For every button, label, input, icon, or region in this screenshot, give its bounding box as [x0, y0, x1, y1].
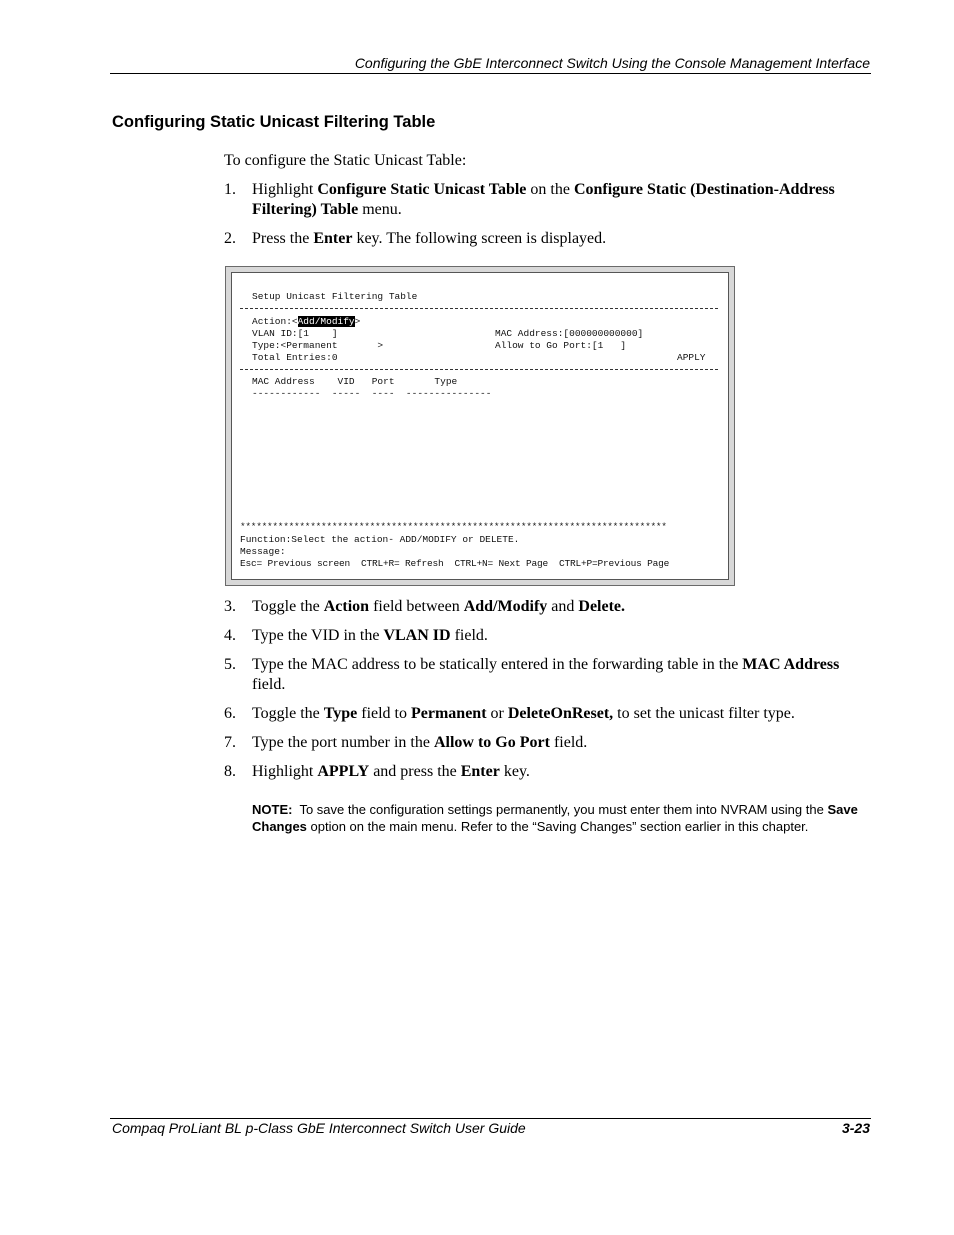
step-text: Type the MAC address to be statically entered in the forwarding table in the [252, 656, 743, 673]
step-text: and [547, 598, 579, 615]
step-4 [224, 626, 854, 646]
note-label: NOTE: [252, 802, 293, 817]
step-text: Toggle the [252, 598, 324, 615]
section-title: Configuring Static Unicast Filtering Table [112, 113, 436, 131]
table-header: MAC Address VID Port Type [252, 376, 458, 387]
step-text: Toggle the [252, 705, 324, 722]
total-entries: Total Entries:0 [252, 352, 338, 363]
running-header: Configuring the GbE Interconnect Switch Using the Console Management Interface [354, 55, 870, 71]
step-5 [224, 655, 854, 695]
step-number: 4. [224, 627, 236, 644]
step-text: or [486, 705, 508, 722]
apply-button[interactable]: APPLY [677, 352, 706, 363]
step-bold: DeleteOnReset, [507, 705, 614, 722]
step-number: 6. [224, 705, 236, 722]
step-bold: Allow to Go Port [433, 734, 550, 751]
step-text: menu. [358, 201, 402, 218]
step-text: Highlight [252, 763, 318, 780]
type-field[interactable]: Type:<Permanent > [252, 340, 384, 351]
vlan-id-field[interactable]: VLAN ID:[1 ] [252, 328, 338, 339]
star-divider: ******************************************************************************* [240, 521, 667, 532]
step-number: 3. [224, 598, 236, 615]
action-value[interactable]: Add/Modify [297, 316, 355, 327]
footer-rule [110, 1118, 871, 1119]
action-close: > [354, 316, 361, 327]
step-text: Press the [252, 230, 314, 247]
allow-port-field[interactable]: Allow to Go Port:[1 ] [495, 340, 627, 351]
message-line: Message: [240, 546, 286, 557]
step-number: 1. [224, 181, 236, 198]
step-text: Type the VID in the [252, 627, 384, 644]
step-8 [224, 762, 854, 782]
step-text: and press the [369, 763, 461, 780]
step-bold: VLAN ID [383, 627, 451, 644]
step-bold: APPLY [317, 763, 370, 780]
note-text-end: option on the main menu. Refer to the “Saving Changes” section earlier in this chapter. [306, 819, 809, 834]
step-text: Highlight [252, 181, 318, 198]
step-bold: Add/Modify [463, 598, 548, 615]
step-3 [224, 597, 854, 617]
action-field[interactable] [252, 316, 360, 328]
note-box [252, 801, 867, 835]
mac-address-field[interactable]: MAC Address:[000000000000] [495, 328, 644, 339]
terminal-title: Setup Unicast Filtering Table [252, 291, 418, 302]
step-number: 7. [224, 734, 236, 751]
step-bold: Permanent [411, 705, 487, 722]
step-bold: Configure Static Unicast Table [317, 181, 527, 198]
step-text: field between [369, 598, 464, 615]
step-text: field to [357, 705, 411, 722]
step-text: field. [252, 676, 286, 693]
note-bold: Save Changes [252, 802, 858, 834]
footer-guide-title: Compaq ProLiant BL p-Class GbE Interconnect Switch User Guide [112, 1120, 526, 1136]
step-bold: Enter [313, 230, 353, 247]
key-help-line: Esc= Previous screen CTRL+R= Refresh CTRL+N= Next Page CTRL+P=Previous Page [240, 558, 670, 569]
intro-text: To configure the Static Unicast Table: [224, 152, 467, 169]
step-number: 5. [224, 656, 236, 673]
step-2 [224, 229, 854, 249]
header-rule [110, 73, 871, 74]
step-bold: Enter [460, 763, 500, 780]
step-6 [224, 704, 854, 724]
step-number: 8. [224, 763, 236, 780]
step-bold: MAC Address [742, 656, 840, 673]
step-text: field. [450, 627, 488, 644]
step-1 [224, 180, 854, 220]
step-text: on the [526, 181, 574, 198]
step-bold: Action [323, 598, 370, 615]
function-line: Function:Select the action- ADD/MODIFY or DELETE. [240, 534, 520, 545]
table-header-underline: ------------ ----- ---- --------------- [252, 388, 492, 399]
step-bold: Type [323, 705, 358, 722]
step-bold: Delete. [578, 598, 626, 615]
step-text: Type the port number in the [252, 734, 434, 751]
step-text: field. [549, 734, 588, 751]
step-7 [224, 733, 854, 753]
step-text: key. The following screen is displayed. [352, 230, 607, 247]
terminal-divider [240, 369, 718, 370]
step-number: 2. [224, 230, 236, 247]
page-number: 3-23 [841, 1120, 870, 1136]
terminal-divider [240, 308, 718, 309]
step-bold: Configure Static (Destination-Address Filtering) Table [252, 181, 835, 218]
terminal-screen [230, 276, 727, 578]
action-label: Action:< [252, 316, 298, 327]
note-text: To save the configuration settings permanently, you must enter them into NVRAM using the [299, 802, 828, 817]
step-text: key. [499, 763, 530, 780]
step-text: to set the unicast filter type. [613, 705, 795, 722]
